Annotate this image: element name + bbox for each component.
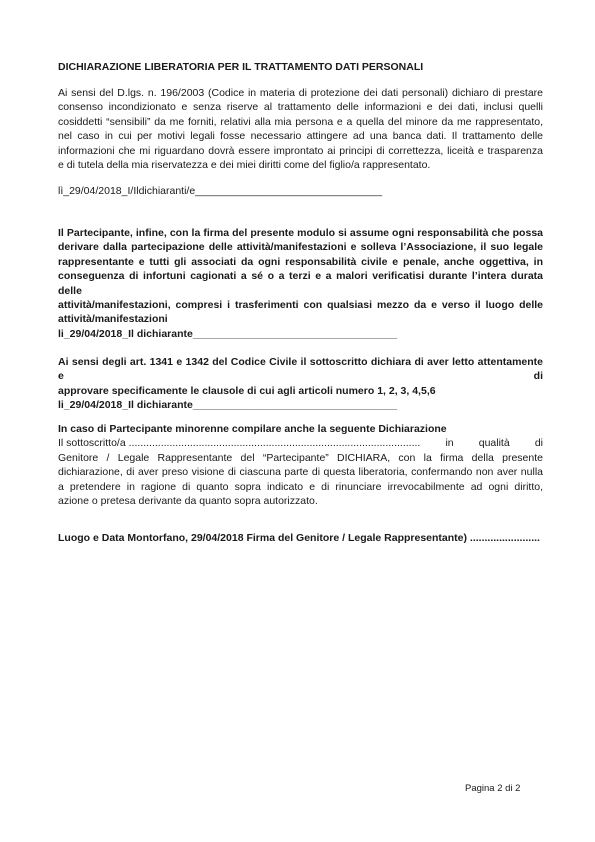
paragraph-line: attività/manifestazioni [58,313,168,326]
paragraph-line: rappresentante e tutti gli associati da ogni responsabilità civile e penale, anche oggettiva, in [58,255,543,268]
place-date-signature-line: Luogo e Data Montorfano, 29/04/2018 Firma del Genitore / Legale Rappresentante) ........................ [58,532,540,544]
paragraph-line: e di tutela della mia riservatezza e dei miei diritti come del figlio/a rappresentato. [58,159,431,172]
minor-name-line [58,436,543,450]
paragraph-line: Genitore / Legale Rappresentante del “Partecipante” DICHIARA, con la firma della presente [58,451,543,464]
minor-declaration-heading: In caso di Partecipante minorenne compilare anche la seguente Dichiarazione [58,423,447,435]
signature-line-3: li_29/04/2018_Il dichiarante___________________________________ [58,399,398,412]
paragraph-line: Il Partecipante, infine, con la firma del presente modulo si assume ogni responsabilità che possa [58,227,543,239]
paragraph-line: dichiarazione, di aver preso visione di ciascuna parte di questa liberatoria, confermando non aver nulla [58,466,543,479]
paragraph-line: attività/manifestazioni, compresi i trasferimenti con qualsiasi mezzo da e verso il luogo delle [58,299,543,312]
paragraph-line: azione o pretesa derivante da quanto sopra autorizzato. [58,495,318,508]
paragraph-line: Ai sensi degli art. 1341 e 1342 del Codice Civile il sottoscritto dichiara di aver letto attentamente e di [58,356,543,383]
paragraph-line: cosiddetti “sensibili” da me forniti, relativi alla mia persona e a quella del minore da me rappresentato, [58,115,543,128]
minor-declaration-section [58,422,543,508]
minor-in-word: in [445,437,454,450]
minor-di-word: di [534,437,543,450]
paragraph-line: a pretendere in ragione di quanto sopra indicato e di rinunciare irrevocabilmente ad ogni diritto, [58,480,543,493]
responsibility-paragraph [58,226,543,341]
document-title: DICHIARAZIONE LIBERATORIA PER IL TRATTAMENTO DATI PERSONALI [58,61,424,73]
page-number: Pagina 2 di 2 [465,783,521,794]
privacy-consent-paragraph [58,86,543,172]
paragraph-line: Ai sensi del D.lgs. n. 196/2003 (Codice in materia di protezione dei dati personali) dichiaro di prestare [58,87,543,99]
signature-line-2: li_29/04/2018_Il dichiarante___________________________________ [58,327,398,340]
paragraph-line: approvare specificamente le clausole di cui agli articoli numero 1, 2, 3, 4,5,6 [58,384,436,397]
paragraph-line: derivare dalla partecipazione delle attività/manifestazioni e solleva l’Associazione, il suo legale [58,241,543,254]
paragraph-line: informazioni che mi riguardano dovrà essere improntato ai principi di correttezza, liceità e trasparenza [58,144,543,157]
minor-name-field: Il sottoscritto/a .................................................................................................... [58,437,421,450]
signature-line-1: lì_29/04/2018_I/Ildichiaranti/e________________________________ [58,185,383,197]
civil-code-paragraph [58,355,543,413]
paragraph-line: conseguenza di infortuni cagionati a sé o a terzi e a malori verificatisi durante l’intera durata delle [58,270,543,297]
paragraph-line: consenso incondizionato e senza riserve al trattamento delle informazioni e dei dati, inclusi quelli [58,101,543,114]
paragraph-line: nel caso in cui per motivi legali fosse necessario attingere ad una banca dati. Il trattamento delle [58,130,543,143]
minor-quality-word: qualità [478,437,510,450]
